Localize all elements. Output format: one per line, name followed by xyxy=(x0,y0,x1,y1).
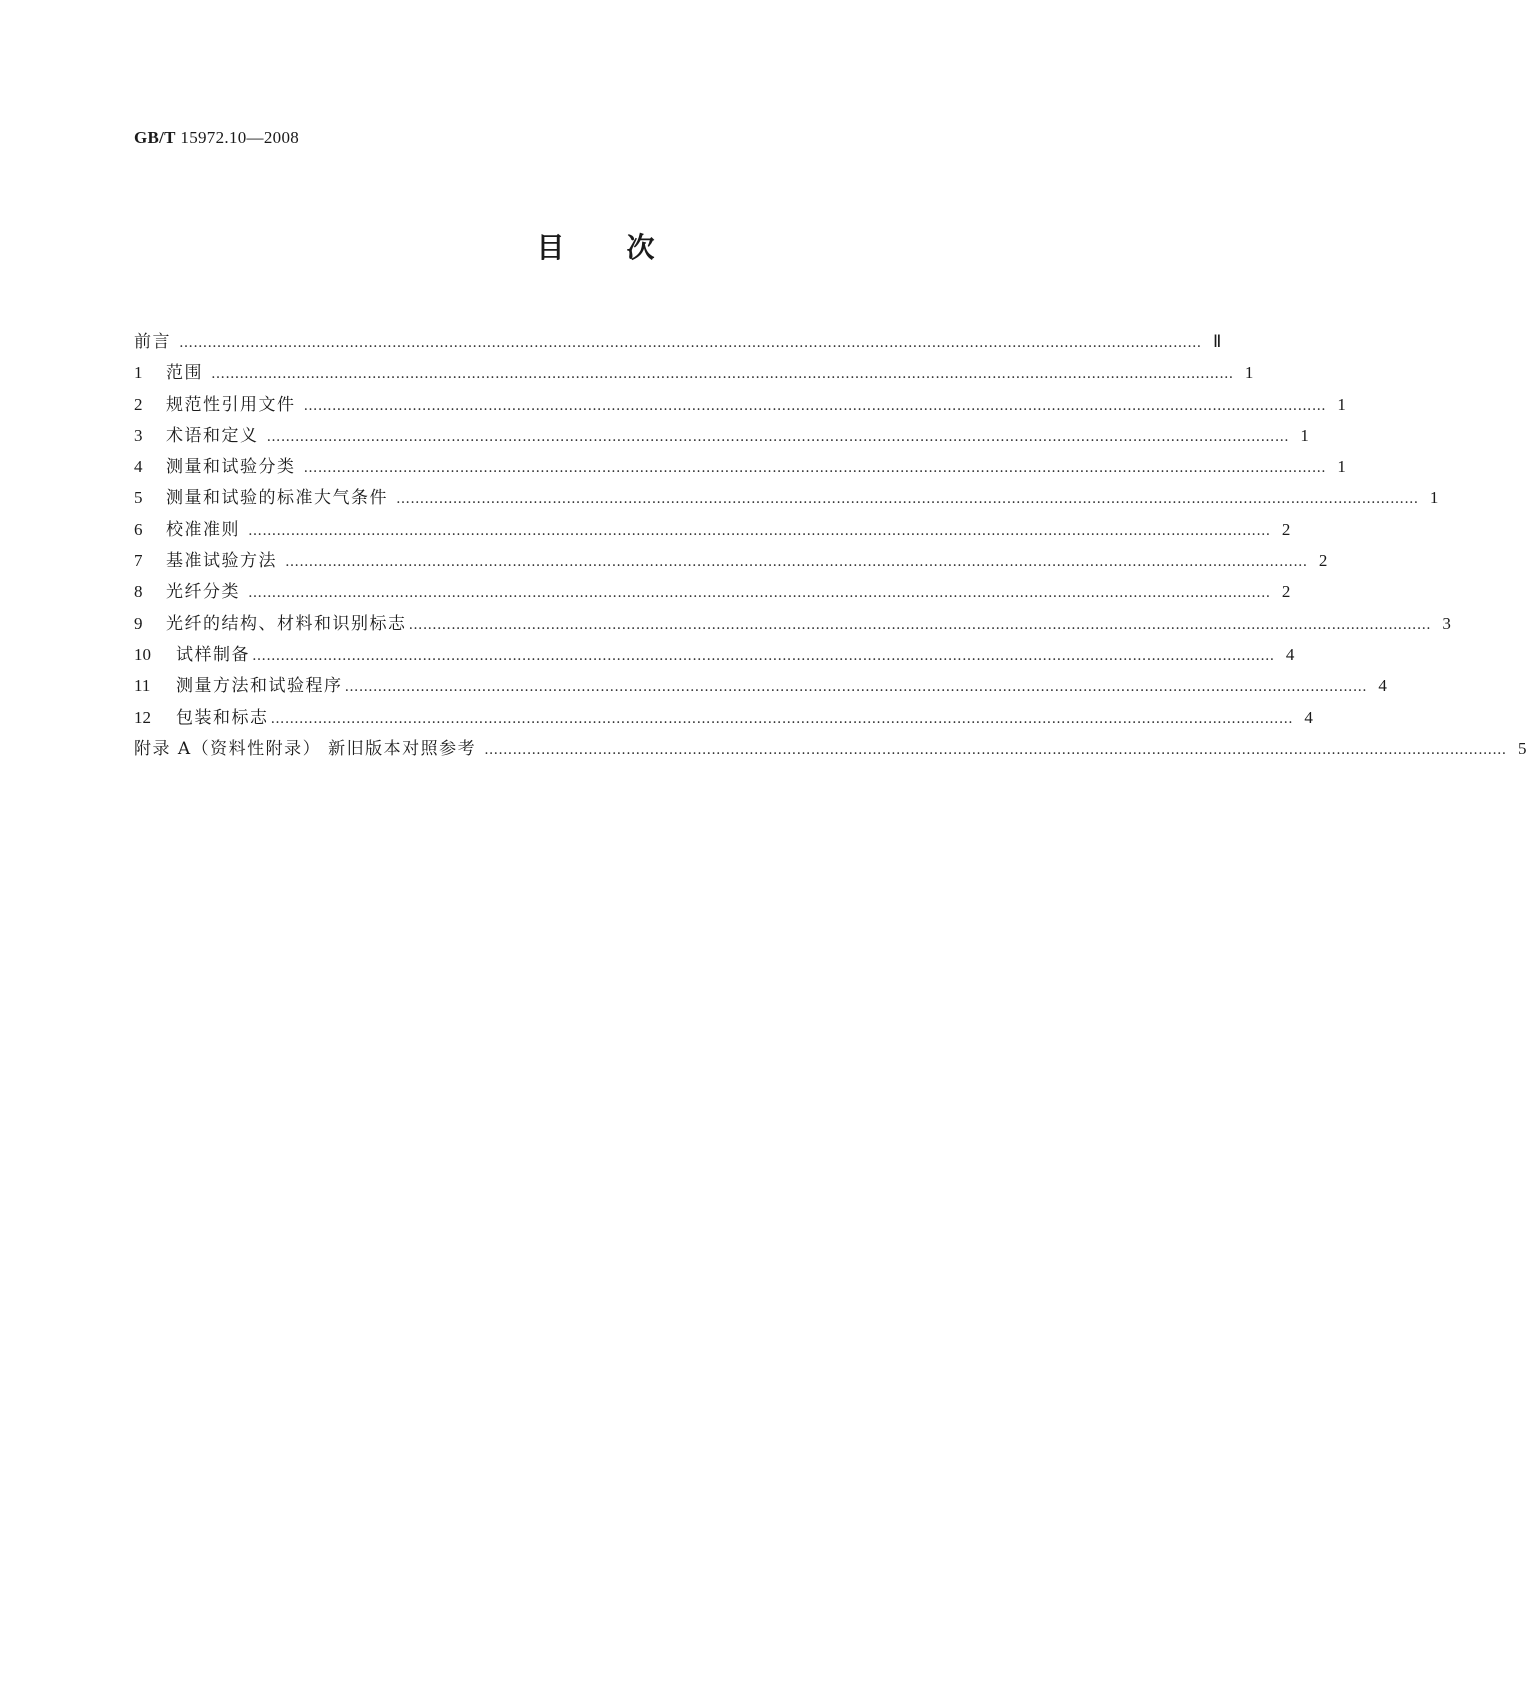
toc-entry-number: 4 xyxy=(134,457,143,477)
table-of-contents xyxy=(134,326,1527,764)
toc-dot-leader: ……………………………………………………………………………………………………………………………………………………………………………………………… xyxy=(252,647,1275,664)
toc-dot-leader: ……………………………………………………………………………………………………………………………………………………………………………………………… xyxy=(303,460,1326,477)
toc-entry-number: 11 xyxy=(134,676,151,696)
toc-entry-title: 光纤分类 xyxy=(166,582,240,603)
toc-entry[interactable] xyxy=(134,357,1254,388)
toc-dot-leader: ……………………………………………………………………………………………………………………………………………………………………………………………… xyxy=(408,616,1431,633)
toc-entry-title: 规范性引用文件 xyxy=(166,394,296,415)
toc-entry-page: 5 xyxy=(1518,738,1527,758)
toc-entry[interactable] xyxy=(134,326,1222,357)
toc-entry-number: 9 xyxy=(134,613,143,633)
page-title-left: 目 xyxy=(536,231,565,264)
toc-entry-number: 2 xyxy=(134,394,143,414)
toc-entry-title: 光纤的结构、材料和识别标志 xyxy=(166,613,407,634)
toc-entry-title: 测量方法和试验程序 xyxy=(176,676,343,697)
toc-dot-leader: ……………………………………………………………………………………………………………………………………………………………………………………………… xyxy=(303,397,1326,414)
toc-entry-page: 2 xyxy=(1281,582,1291,602)
toc-entry-number: 5 xyxy=(134,488,143,508)
toc-entry[interactable] xyxy=(134,639,1295,670)
toc-entry-number: 12 xyxy=(134,707,151,727)
toc-entry-page: 4 xyxy=(1304,707,1313,727)
toc-entry-number: 8 xyxy=(134,582,143,602)
toc-dot-leader: ……………………………………………………………………………………………………………………………………………………………………………………………… xyxy=(266,428,1289,445)
toc-entry-title: 试样制备 xyxy=(176,644,250,665)
standard-number-header xyxy=(134,128,299,148)
toc-entry-page: 1 xyxy=(1337,457,1346,477)
toc-dot-leader: ……………………………………………………………………………………………………………………………………………………………………………………………… xyxy=(396,491,1419,508)
toc-entry-number: 3 xyxy=(134,425,143,445)
toc-entry[interactable] xyxy=(134,451,1346,482)
toc-entry[interactable] xyxy=(134,608,1451,639)
toc-dot-leader: ……………………………………………………………………………………………………………………………………………………………………………………………… xyxy=(179,335,1202,351)
toc-entry[interactable] xyxy=(134,670,1387,701)
page-title xyxy=(0,226,1191,266)
toc-entry-number: 10 xyxy=(134,644,151,664)
toc-entry-number: 6 xyxy=(134,519,143,539)
toc-entry-title: 校准准则 xyxy=(166,519,240,540)
toc-entry[interactable] xyxy=(134,576,1291,607)
toc-entry[interactable] xyxy=(134,389,1346,420)
toc-entry-page: 2 xyxy=(1318,551,1328,571)
toc-entry-title: 包装和标志 xyxy=(176,707,269,728)
toc-entry[interactable] xyxy=(134,514,1291,545)
toc-entry-page: 2 xyxy=(1281,519,1291,539)
toc-entry-page: 1 xyxy=(1337,394,1346,414)
toc-entry[interactable] xyxy=(134,482,1439,513)
toc-entry[interactable] xyxy=(134,702,1313,733)
toc-entry-page: 3 xyxy=(1442,613,1451,633)
toc-entry-page: Ⅱ xyxy=(1213,332,1222,351)
toc-entry-page: 4 xyxy=(1285,644,1295,664)
toc-dot-leader: ……………………………………………………………………………………………………………………………………………………………………………………………… xyxy=(211,366,1234,383)
toc-entry-title: 测量和试验分类 xyxy=(166,457,296,478)
toc-entry[interactable] xyxy=(134,545,1328,576)
page-title-right: 次 xyxy=(626,231,655,264)
toc-entry-page: 1 xyxy=(1429,488,1439,508)
toc-dot-leader: ……………………………………………………………………………………………………………………………………………………………………………………………… xyxy=(484,741,1507,758)
toc-entry-title: 范围 xyxy=(166,363,203,384)
toc-entry-page: 4 xyxy=(1378,676,1387,696)
standard-code: GB/T xyxy=(134,128,176,147)
toc-dot-leader: ……………………………………………………………………………………………………………………………………………………………………………………………… xyxy=(248,522,1271,539)
toc-entry-title: 测量和试验的标准大气条件 xyxy=(166,488,388,509)
toc-dot-leader: ……………………………………………………………………………………………………………………………………………………………………………………………… xyxy=(248,585,1271,602)
toc-entry[interactable] xyxy=(134,420,1309,451)
toc-dot-leader: ……………………………………………………………………………………………………………………………………………………………………………………………… xyxy=(285,554,1308,571)
toc-entry-title: 术语和定义 xyxy=(166,425,259,446)
toc-entry-number: 7 xyxy=(134,551,143,571)
toc-entry-title: 基准试验方法 xyxy=(166,551,277,572)
toc-entry-number: 1 xyxy=(134,363,143,383)
toc-entry[interactable] xyxy=(134,733,1527,764)
standard-number: 15972.10—2008 xyxy=(180,128,300,147)
toc-dot-leader: ……………………………………………………………………………………………………………………………………………………………………………………………… xyxy=(344,679,1367,696)
toc-entry-title: 前言 xyxy=(134,332,171,352)
toc-entry-title: 附录 A（资料性附录） 新旧版本对照参考 xyxy=(134,738,477,759)
toc-entry-page: 1 xyxy=(1244,363,1254,383)
toc-dot-leader: ……………………………………………………………………………………………………………………………………………………………………………………………… xyxy=(270,710,1293,727)
toc-entry-page: 1 xyxy=(1300,425,1309,445)
